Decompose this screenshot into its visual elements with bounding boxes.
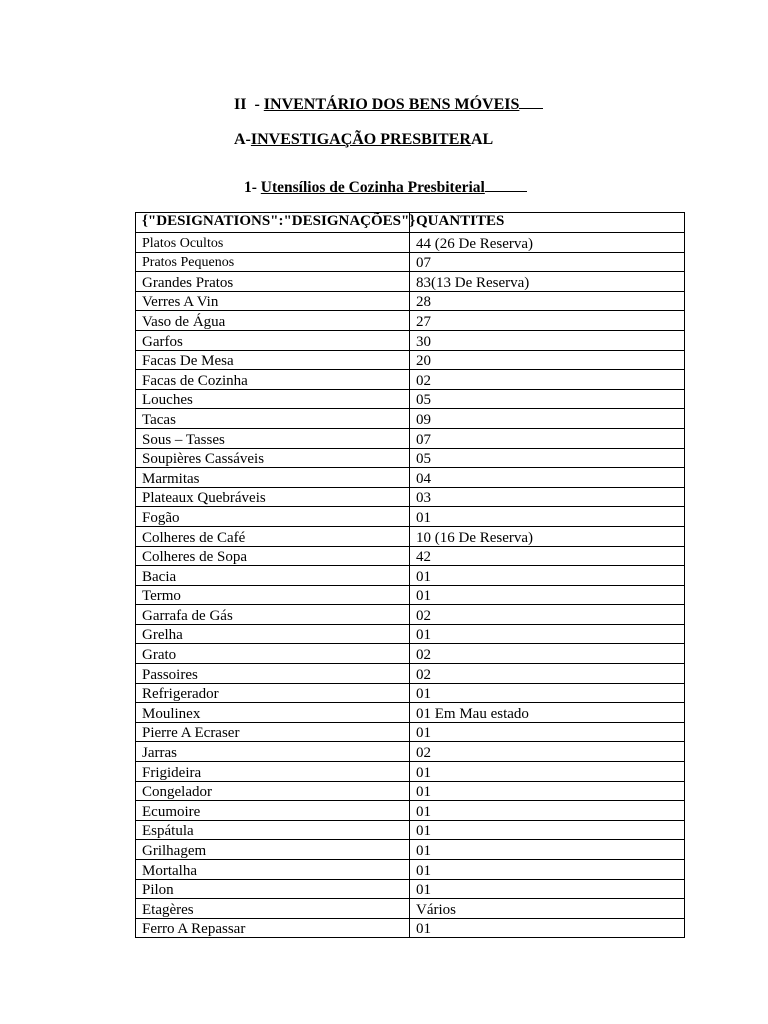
item-quantity: 01	[410, 840, 685, 860]
list-title: Utensílios de Cozinha Presbiterial	[260, 179, 485, 196]
table-row	[136, 311, 685, 331]
item-quantity: 03	[410, 487, 685, 507]
item-designation: Grato	[136, 644, 410, 664]
table-row	[136, 683, 685, 703]
item-designation: Frigideira	[136, 762, 410, 782]
table-row	[136, 507, 685, 527]
item-quantity: 01	[410, 722, 685, 742]
item-quantity: 01	[410, 918, 685, 938]
item-quantity: 09	[410, 409, 685, 429]
table-row	[136, 801, 685, 821]
table-row	[136, 409, 685, 429]
table-row	[136, 546, 685, 566]
item-designation: Pierre A Ecraser	[136, 722, 410, 742]
subsection-prefix: A-	[234, 131, 251, 148]
table-row	[136, 233, 685, 253]
table-row	[136, 918, 685, 938]
table-row	[136, 762, 685, 782]
section-underline	[519, 94, 543, 109]
item-designation: Louches	[136, 389, 410, 409]
item-designation: Sous – Tasses	[136, 428, 410, 448]
item-quantity: 04	[410, 468, 685, 488]
item-designation: Mortalha	[136, 860, 410, 880]
item-designation: Pilon	[136, 879, 410, 899]
item-quantity: 05	[410, 389, 685, 409]
item-designation: Bacia	[136, 566, 410, 586]
table-row	[136, 389, 685, 409]
item-quantity: 07	[410, 428, 685, 448]
item-designation: Garfos	[136, 330, 410, 350]
item-quantity: 01	[410, 624, 685, 644]
table-row	[136, 468, 685, 488]
item-quantity: 02	[410, 644, 685, 664]
item-quantity: 27	[410, 311, 685, 331]
table-row	[136, 487, 685, 507]
item-designation: Ecumoire	[136, 801, 410, 821]
item-quantity: 01	[410, 820, 685, 840]
item-designation: Fogão	[136, 507, 410, 527]
item-quantity: 01	[410, 860, 685, 880]
item-designation: Facas De Mesa	[136, 350, 410, 370]
table-row	[136, 820, 685, 840]
table-row	[136, 585, 685, 605]
table-header-row	[136, 213, 685, 233]
subsection-suffix: AL	[470, 131, 494, 148]
table-row	[136, 742, 685, 762]
table-row	[136, 664, 685, 684]
item-quantity: 02	[410, 370, 685, 390]
item-designation: Jarras	[136, 742, 410, 762]
table-row	[136, 370, 685, 390]
table-row	[136, 781, 685, 801]
item-quantity: 01	[410, 879, 685, 899]
table-row	[136, 644, 685, 664]
item-quantity: Vários	[410, 899, 685, 919]
item-quantity: 20	[410, 350, 685, 370]
table-row	[136, 272, 685, 292]
item-designation: Grelha	[136, 624, 410, 644]
table-row	[136, 526, 685, 546]
item-designation: Verres A Vin	[136, 291, 410, 311]
item-designation: Tacas	[136, 409, 410, 429]
table-row	[136, 428, 685, 448]
item-designation: Termo	[136, 585, 410, 605]
item-designation: Pratos Pequenos	[136, 252, 410, 272]
subsection-heading	[234, 130, 493, 150]
table-row	[136, 291, 685, 311]
item-quantity: 05	[410, 448, 685, 468]
item-quantity: 83(13 De Reserva)	[410, 272, 685, 292]
item-designation: Plateaux Quebráveis	[136, 487, 410, 507]
item-quantity: 02	[410, 742, 685, 762]
item-designation: Etagères	[136, 899, 410, 919]
list-prefix: 1-	[244, 179, 261, 196]
item-quantity: 01	[410, 585, 685, 605]
section-prefix: II -	[234, 96, 264, 113]
item-designation: Refrigerador	[136, 683, 410, 703]
inventory-table	[135, 212, 685, 938]
table-row	[136, 624, 685, 644]
item-designation: Grilhagem	[136, 840, 410, 860]
item-designation: Soupières Cassáveis	[136, 448, 410, 468]
item-designation: Ferro A Repassar	[136, 918, 410, 938]
table-row	[136, 605, 685, 625]
section-heading	[234, 94, 543, 115]
item-designation: Grandes Pratos	[136, 272, 410, 292]
item-quantity: 30	[410, 330, 685, 350]
item-designation: Espátula	[136, 820, 410, 840]
subsection-title: INVESTIGAÇÃO PRESBITER	[250, 131, 471, 148]
item-designation: Platos Ocultos	[136, 233, 410, 253]
list-heading	[244, 177, 527, 198]
item-quantity: 01	[410, 762, 685, 782]
header-quantites: QUANTITES	[410, 213, 685, 233]
table-row	[136, 566, 685, 586]
item-designation: Passoires	[136, 664, 410, 684]
section-title: INVENTÁRIO DOS BENS MÓVEIS	[263, 96, 520, 113]
item-designation: Marmitas	[136, 468, 410, 488]
item-quantity: 01	[410, 781, 685, 801]
item-quantity: 01	[410, 507, 685, 527]
item-designation: Colheres de Café	[136, 526, 410, 546]
table-row	[136, 448, 685, 468]
item-designation: Garrafa de Gás	[136, 605, 410, 625]
item-quantity: 01	[410, 801, 685, 821]
table-row	[136, 840, 685, 860]
list-underline	[485, 177, 527, 192]
item-designation: Congelador	[136, 781, 410, 801]
item-quantity: 10 (16 De Reserva)	[410, 526, 685, 546]
table-row	[136, 879, 685, 899]
item-designation: Colheres de Sopa	[136, 546, 410, 566]
item-quantity: 42	[410, 546, 685, 566]
item-designation: Moulinex	[136, 703, 410, 723]
table-row	[136, 703, 685, 723]
header-designations: {"DESIGNATIONS":"DESIGNAÇÕES"}	[136, 213, 410, 233]
item-quantity: 07	[410, 252, 685, 272]
item-designation: Vaso de Água	[136, 311, 410, 331]
item-quantity: 44 (26 De Reserva)	[410, 233, 685, 253]
item-quantity: 01	[410, 566, 685, 586]
table-row	[136, 350, 685, 370]
table-row	[136, 899, 685, 919]
item-quantity: 01 Em Mau estado	[410, 703, 685, 723]
item-designation: Facas de Cozinha	[136, 370, 410, 390]
table-row	[136, 252, 685, 272]
table-row	[136, 722, 685, 742]
item-quantity: 28	[410, 291, 685, 311]
item-quantity: 02	[410, 664, 685, 684]
table-row	[136, 330, 685, 350]
item-quantity: 02	[410, 605, 685, 625]
item-quantity: 01	[410, 683, 685, 703]
table-row	[136, 860, 685, 880]
